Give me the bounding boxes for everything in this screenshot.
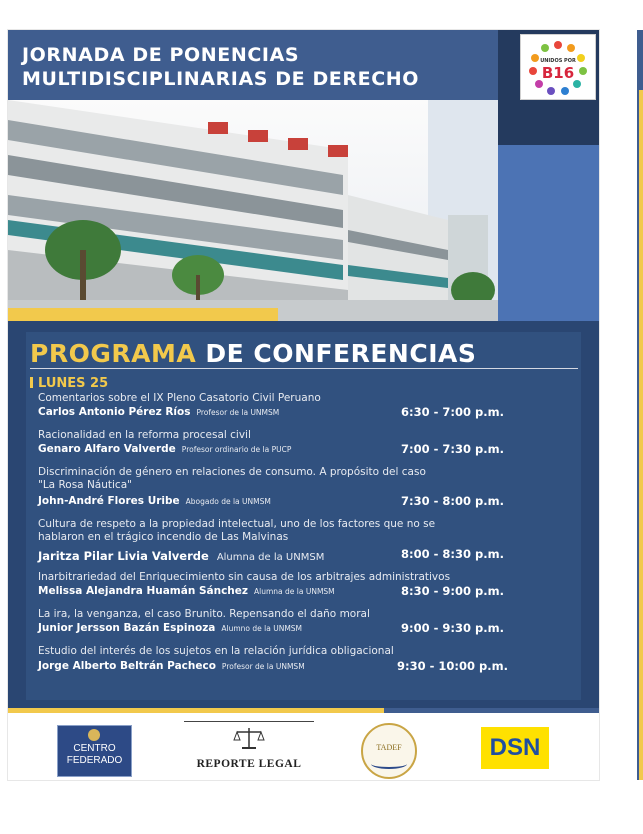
day-label: LUNES 25 bbox=[38, 376, 109, 391]
speaker-name: Junior Jersson Bazán Espinoza bbox=[38, 622, 216, 634]
program-title-rest: DE CONFERENCIAS bbox=[205, 339, 477, 368]
unidos-por-b16-logo bbox=[520, 34, 596, 100]
talk-time: 9:00 - 9:30 p.m. bbox=[401, 621, 504, 635]
laurel-icon bbox=[371, 759, 407, 769]
side-blue-panel bbox=[498, 145, 599, 321]
speaker-role: Profesor de la UNMSM bbox=[221, 662, 305, 671]
event-title-line-1: JORNADA DE PONENCIAS bbox=[22, 44, 300, 66]
talk-topic: Inarbitrariedad del Enriquecimiento sin causa de los arbitrajes administrativos bbox=[38, 571, 451, 583]
speaker-name: Genaro Alfaro Valverde bbox=[38, 443, 176, 455]
next-page-gold-edge bbox=[639, 90, 643, 780]
poster-header bbox=[8, 30, 498, 100]
emblem-icon bbox=[88, 729, 100, 741]
event-poster bbox=[8, 30, 599, 780]
program-title bbox=[30, 339, 476, 368]
talk-speaker bbox=[38, 585, 335, 597]
centro-federado-line1: CENTRO bbox=[73, 743, 116, 754]
speaker-name: Jorge Alberto Beltrán Pacheco bbox=[38, 660, 216, 672]
talk-topic-cont: "La Rosa Náutica" bbox=[38, 479, 132, 491]
dsn-logo bbox=[481, 727, 549, 769]
talk-speaker bbox=[38, 443, 291, 455]
speaker-role: Alumna de la UNMSM bbox=[254, 587, 335, 596]
talk-time: 7:00 - 7:30 p.m. bbox=[401, 442, 504, 456]
speaker-role: Alumna de la UNMSM bbox=[216, 552, 325, 563]
talk-time: 9:30 - 10:00 p.m. bbox=[397, 659, 508, 673]
talk-speaker bbox=[38, 406, 279, 418]
talk-speaker bbox=[38, 549, 324, 563]
day-heading bbox=[30, 376, 108, 391]
speaker-role: Profesor ordinario de la PUCP bbox=[181, 445, 292, 454]
program-title-highlight: PROGRAMA bbox=[30, 339, 197, 368]
speaker-role: Abogado de la UNMSM bbox=[185, 497, 271, 506]
talk-speaker bbox=[38, 495, 271, 507]
speaker-name: Melissa Alejandra Huamán Sánchez bbox=[38, 585, 249, 597]
reporte-legal-text: REPORTE LEGAL bbox=[196, 758, 302, 770]
day-marker bbox=[30, 377, 33, 388]
speaker-role: Profesor de la UNMSM bbox=[196, 408, 280, 417]
logo-main-text: B16 bbox=[541, 64, 575, 82]
sponsors-bar bbox=[8, 713, 599, 780]
talk-topic: Cultura de respeto a la propiedad intelectual, uno de los factores que no se bbox=[38, 518, 436, 530]
speaker-name: Jaritza Pilar Livia Valverde bbox=[38, 549, 209, 563]
top-rule bbox=[184, 721, 314, 722]
talk-speaker bbox=[38, 660, 305, 672]
talk-topic: Comentarios sobre el IX Pleno Casatorio Civil Peruano bbox=[38, 392, 321, 404]
speaker-name: Carlos Antonio Pérez Ríos bbox=[38, 406, 191, 418]
talk-topic: Racionalidad en la reforma procesal civil bbox=[38, 429, 251, 441]
speaker-name: John-André Flores Uribe bbox=[38, 495, 180, 507]
event-title-line-2: MULTIDISCIPLINARIAS DE DERECHO bbox=[22, 68, 419, 90]
tadef-logo bbox=[361, 723, 417, 779]
building-illustration bbox=[8, 100, 498, 321]
program-section bbox=[8, 321, 599, 709]
speaker-role: Alumno de la UNMSM bbox=[221, 624, 303, 633]
centro-federado-line2: FEDERADO bbox=[66, 755, 123, 766]
tadef-text: TADEF bbox=[376, 743, 402, 752]
title-divider bbox=[30, 368, 578, 369]
talk-time: 8:30 - 9:00 p.m. bbox=[401, 584, 504, 598]
talk-topic-cont: hablaron en el trágico incendio de Las Malvinas bbox=[38, 531, 289, 543]
talk-topic: Estudio del interés de los sujetos en la relación jurídica obligacional bbox=[38, 645, 394, 657]
talk-time: 7:30 - 8:00 p.m. bbox=[401, 494, 504, 508]
scales-of-justice-icon bbox=[232, 726, 266, 752]
talk-topic: Discriminación de género en relaciones de consumo. A propósito del caso bbox=[38, 466, 426, 478]
talk-time: 6:30 - 7:00 p.m. bbox=[401, 405, 504, 419]
talk-topic: La ira, la venganza, el caso Brunito. Repensando el daño moral bbox=[38, 608, 370, 620]
logo-top-text: UNIDOS POR bbox=[540, 58, 576, 64]
yellow-accent-strip bbox=[8, 308, 278, 321]
reporte-legal-logo bbox=[184, 721, 314, 777]
dsn-text: DSN bbox=[489, 734, 541, 761]
next-page-edge bbox=[637, 30, 643, 780]
university-building-photo bbox=[8, 100, 498, 321]
talk-time: 8:00 - 8:30 p.m. bbox=[401, 547, 504, 561]
talk-speaker bbox=[38, 622, 302, 634]
centro-federado-logo bbox=[57, 725, 132, 777]
